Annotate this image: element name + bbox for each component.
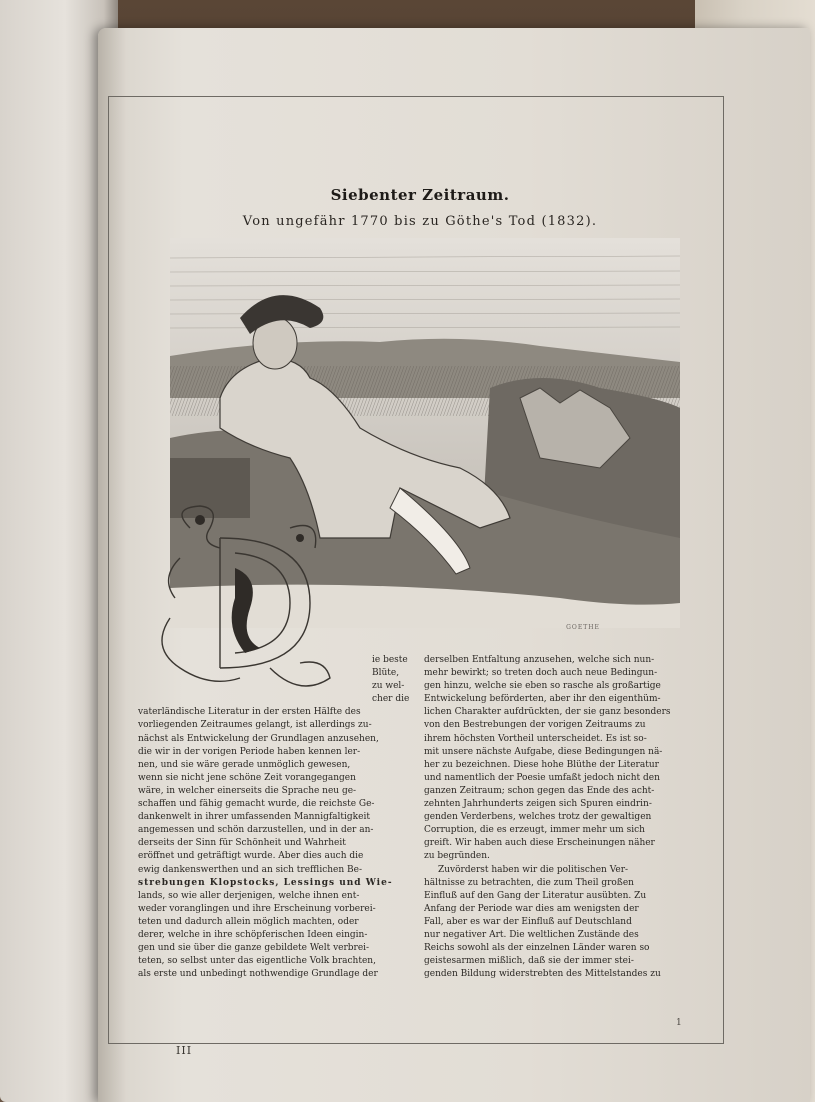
text-line: hältnisse zu betrachten, die zum Theil großen — [424, 877, 634, 888]
text-line: geistesarmen mißlich, daß sie der immer stei- — [424, 956, 634, 967]
text-line: Einfluß auf den Gang der Literatur ausübten. Zu — [424, 890, 647, 901]
text-line: lands, so wie aller derjenigen, welche ihnen ent- — [138, 890, 360, 901]
text-line: teten und dadurch allein möglich machten, oder — [138, 916, 359, 927]
text-line: derer, welche in ihre schöpferischen Ideen eingin- — [138, 929, 368, 940]
text-line: zu begründen. — [424, 851, 490, 862]
text-line: mehr bewirkt; so treten doch auch neue Bedingun- — [424, 668, 658, 679]
text-line: gen hinzu, welche sie eben so rasche als großartige — [424, 681, 661, 692]
text-line: nen, und sie wäre gerade unmöglich gewesen, — [138, 759, 351, 770]
text-line: schaffen und fähig gemacht wurde, die reichste Ge- — [138, 799, 375, 810]
text-line: weder voranglingen und ihre Erscheinung vorberei- — [138, 903, 376, 914]
text-line: angemessen und schön darzustellen, und in der an- — [138, 825, 374, 836]
text-line: Blüte, — [372, 668, 400, 679]
text-line: vaterländische Literatur in der ersten Hälfte des — [138, 707, 361, 718]
text-line: nur negativer Art. Die weltlichen Zustände des — [424, 929, 639, 940]
illustration-caption: GOETHE — [566, 624, 600, 631]
text-column-right — [424, 654, 712, 981]
text-line: derselben Entfaltung anzusehen, welche sich nun- — [424, 655, 655, 665]
text-line: wäre, in welcher einerseits die Sprache neu ge- — [138, 785, 357, 796]
text-line: Anfang der Periode war dies am wenigsten der — [424, 903, 639, 914]
text-line: Corruption, die es erzeugt, immer mehr um sich — [424, 825, 645, 836]
text-line: ganzen Zeitraum; schon gegen das Ende des acht- — [424, 785, 655, 796]
text-line: genden Verderbens, welches trotz der gewaltigen — [424, 812, 652, 823]
page-mark: 1 — [676, 1018, 682, 1028]
text-line: genden Bildung widerstrebten des Mittelstandes zu — [424, 969, 661, 980]
chapter-subtitle: Von ungefähr 1770 bis zu Göthe's Tod (1832). — [242, 214, 598, 229]
text-line: Entwickelung beförderten, aber ihr den eigenthüm- — [424, 694, 661, 705]
text-line: und namentlich der Poesie umfaßt jedoch nicht den — [424, 772, 660, 783]
text-line: zu wel- — [372, 681, 405, 692]
text-line: ihrem höchsten Vortheil unterscheidet. Es ist so- — [424, 733, 647, 744]
text-line: dankenwelt in ihrer umfassenden Mannigfaltigkeit — [138, 812, 370, 823]
text-line: nächst als Entwickelung der Grundlagen anzusehen, — [138, 733, 379, 744]
text-line: vorliegenden Zeitraumes gelangt, ist allerdings zu- — [138, 720, 372, 731]
text-line: Zuvörderst haben wir die politischen Ver- — [438, 864, 629, 875]
text-line: teten, so selbst unter das eigentliche Volk brachten, — [138, 956, 376, 967]
text-line: mit unsere nächste Aufgabe, diese Bedingungen nä- — [424, 746, 663, 757]
text-line: lichen Charakter aufdrückten, der sie ganz besonders — [424, 707, 671, 718]
text-line: gen und sie über die ganze gebildete Welt verbrei- — [138, 943, 370, 954]
text-line: cher die — [372, 694, 410, 705]
text-line: her zu bezeichnen. Diese hohe Blüthe der Literatur — [424, 759, 659, 770]
text-line: die wir in der vorigen Periode haben kennen ler- — [138, 746, 361, 757]
text-line: greift. Wir haben auch diese Erscheinungen näher — [424, 838, 655, 849]
text-line: Reichs sowohl als der einzelnen Länder waren so — [424, 943, 650, 954]
text-line: von den Bestrebungen der vorigen Zeitraums zu — [424, 720, 646, 731]
folio-signature: III — [176, 1044, 193, 1057]
text-line: ie beste — [372, 655, 408, 665]
text-line: ewig dankenswerthen und an sich trefflichen Be- — [138, 864, 363, 875]
text-line: als erste und unbedingt nothwendige Grundlage der — [138, 969, 378, 980]
text-line: eröffnet und geträftigt wurde. Aber dies auch die — [138, 851, 364, 862]
text-line: derseits der Sinn für Schönheit und Wahrheit — [138, 838, 346, 849]
text-line: strebungen Klopstocks, Lessings und Wie- — [138, 877, 393, 888]
text-line: Fall, aber es war der Einfluß auf Deutschland — [424, 916, 632, 927]
text-line: zehnten Jahrhunderts zeigen sich Spuren eindrin- — [424, 799, 652, 810]
text-line: wenn sie nicht jene schöne Zeit vorangegangen — [138, 772, 356, 783]
running-title: Siebenter Zeitraum. — [330, 186, 510, 204]
text-column-left — [138, 654, 414, 981]
